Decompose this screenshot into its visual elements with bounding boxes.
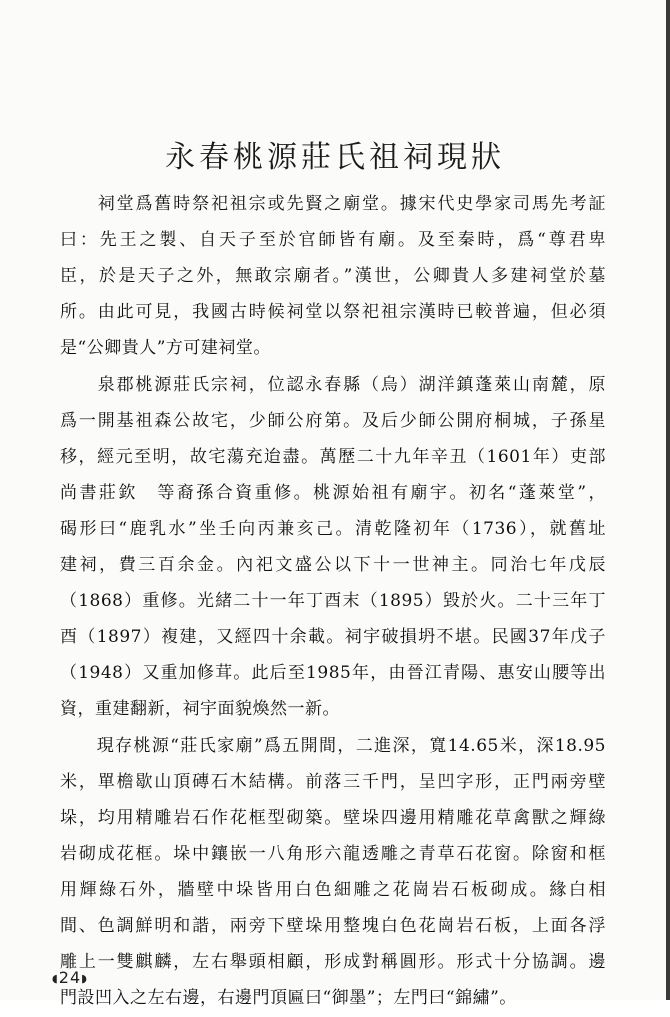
text-line: （1868）重修。光緒二十一年丁酉末（1895）毀於火。二十三年丁 bbox=[60, 591, 606, 611]
folio-right-ornament-icon: ◗ bbox=[81, 972, 88, 985]
page-number: 24 bbox=[58, 968, 82, 987]
page-number-folio bbox=[52, 968, 88, 987]
paragraph-1 bbox=[60, 186, 606, 366]
text-line: 酉（1897）複建，又經四十余載。祠宇破損坍不堪。民國37年戊子 bbox=[60, 627, 606, 647]
text-line: 岩砌成花框。垛中鑲嵌一八角形六龍透雕之青草石花窗。除窗和框 bbox=[60, 844, 606, 864]
paragraph-3 bbox=[60, 728, 606, 1016]
text-line: 移，經元至明，故宅蕩充迨盡。萬歷二十九年辛丑（1601年）吏部 bbox=[60, 447, 606, 467]
text-line: 臣，於是天子之外，無敢宗廟者。”漢世，公卿貴人多建祠堂於墓 bbox=[60, 266, 606, 286]
text-line: 是“公卿貴人”方可建祠堂。 bbox=[60, 338, 271, 358]
text-line: 爲一開基祖森公故宅，少師公府第。及后少師公開府桐城，子孫星 bbox=[60, 411, 606, 431]
text-line: 所。由此可見，我國古時候祠堂以祭祀祖宗漢時已較普遍，但必須 bbox=[60, 302, 606, 322]
folio-left-ornament-icon: ◖ bbox=[52, 972, 59, 985]
text-line: （1948）又重加修茸。此后至1985年，由晉江青陽、惠安山腰等出 bbox=[60, 663, 606, 683]
text-line: 門設凹入之左右邊，右邊門頂匾曰“御墨”；左門曰“錦繡”。 bbox=[60, 988, 517, 1008]
text-line: 建祠，費三百余金。內祀文盛公以下十一世神主。同治七年戊辰 bbox=[60, 555, 606, 575]
text-line: 祠堂爲舊時祭祀祖宗或先賢之廟堂。據宋代史學家司馬先考証 bbox=[60, 194, 606, 214]
text-line: 用輝綠石外，牆壁中垛皆用白色細雕之花崗岩石板砌成。緣白相 bbox=[60, 880, 606, 900]
text-line: 米，單檐歇山頂磚石木結構。前落三千門，呈凹字形，正門兩旁壁 bbox=[60, 772, 606, 792]
page-title: 永春桃源莊氏祖祠現狀 bbox=[165, 140, 505, 176]
text-line: 尚書莊欽 等裔孫合資重修。桃源始祖有廟宇。初名“蓬萊堂”， bbox=[60, 483, 606, 503]
body-text bbox=[60, 186, 606, 1017]
text-line: 資，重建翻新，祠宇面貌煥然一新。 bbox=[60, 699, 340, 719]
paragraph-2 bbox=[60, 367, 606, 727]
text-line: 曰：先王之製、自天子至於官師皆有廟。及至秦時，爲“尊君卑 bbox=[60, 230, 606, 250]
text-line: 雕上一雙麒麟，左右舉頭相顧，形成對稱圓形。形式十分協調。邊 bbox=[60, 952, 606, 972]
text-line: 現存桃源“莊氏家廟”爲五開間，二進深，寬14.65米，深18.95 bbox=[60, 736, 606, 756]
text-line: 泉郡桃源莊氏宗祠，位認永春縣（烏）湖洋鎮蓬萊山南麓，原 bbox=[60, 375, 606, 395]
text-line: 垛，均用精雕岩石作花框型砌築。壁垛四邊用精雕花草禽獸之輝綠 bbox=[60, 808, 606, 828]
text-line: 間、色調鮮明和諧，兩旁下壁垛用整塊白色花崗岩石板，上面各浮 bbox=[60, 916, 606, 936]
text-line: 碣形曰“鹿乳水”坐壬向丙兼亥己。清乾隆初年（1736），就舊址 bbox=[60, 519, 606, 539]
